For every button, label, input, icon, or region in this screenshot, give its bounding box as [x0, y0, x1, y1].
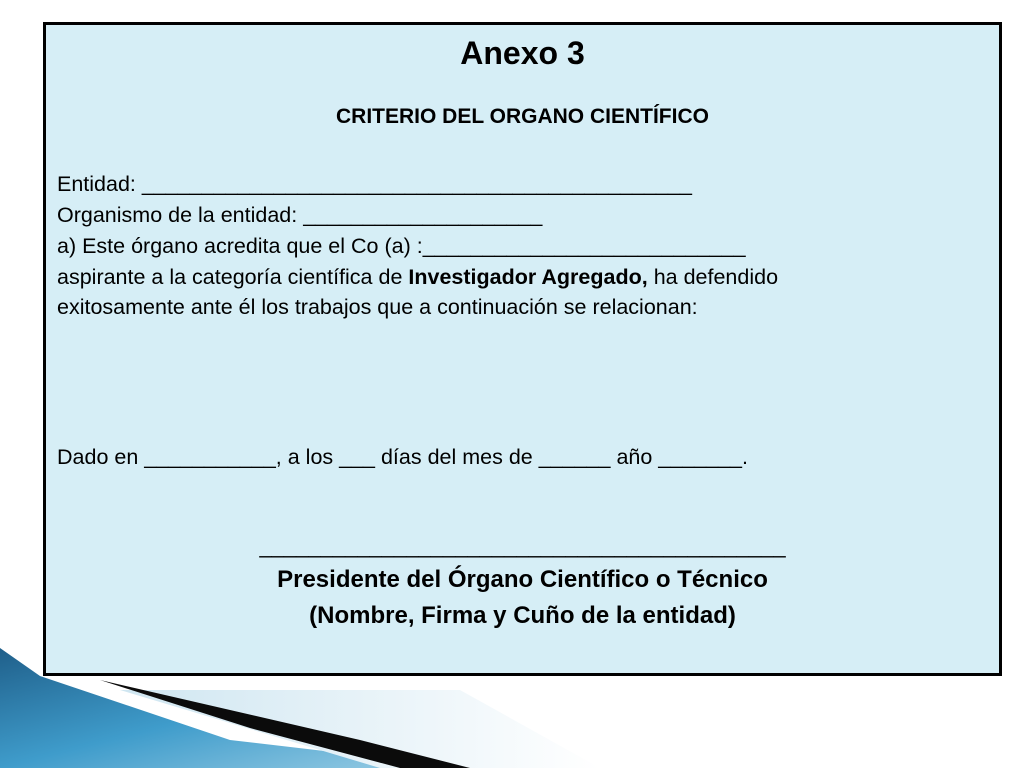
entidad-field: Entidad: ______________________________________________: [57, 172, 692, 196]
form-subtitle: CRITERIO DEL ORGANO CIENTÍFICO: [336, 105, 709, 128]
signature-line: ___________________________________________: [259, 533, 786, 558]
dado-en-line: Dado en ___________, a los ___ días del mes de ______ año _______.: [57, 445, 748, 469]
exitosamente-line: exitosamente ante él los trabajos que a continuación se relacionan:: [57, 295, 698, 319]
signer-detail: (Nombre, Firma y Cuño de la entidad): [309, 602, 736, 629]
aspirante-line: [57, 262, 778, 292]
acredita-field: a) Este órgano acredita que el Co (a) :___________________________: [57, 234, 746, 258]
organismo-field: Organismo de la entidad: ____________________: [57, 203, 543, 227]
page-title: Anexo 3: [460, 35, 585, 71]
category-name: Investigador Agregado,: [408, 265, 648, 289]
aspirante-suffix: ha defendido: [647, 265, 779, 289]
signer-title: Presidente del Órgano Científico o Técnico: [277, 566, 768, 593]
aspirante-text: aspirante a la categoría científica de: [57, 265, 409, 289]
annex-form: [43, 22, 1002, 676]
